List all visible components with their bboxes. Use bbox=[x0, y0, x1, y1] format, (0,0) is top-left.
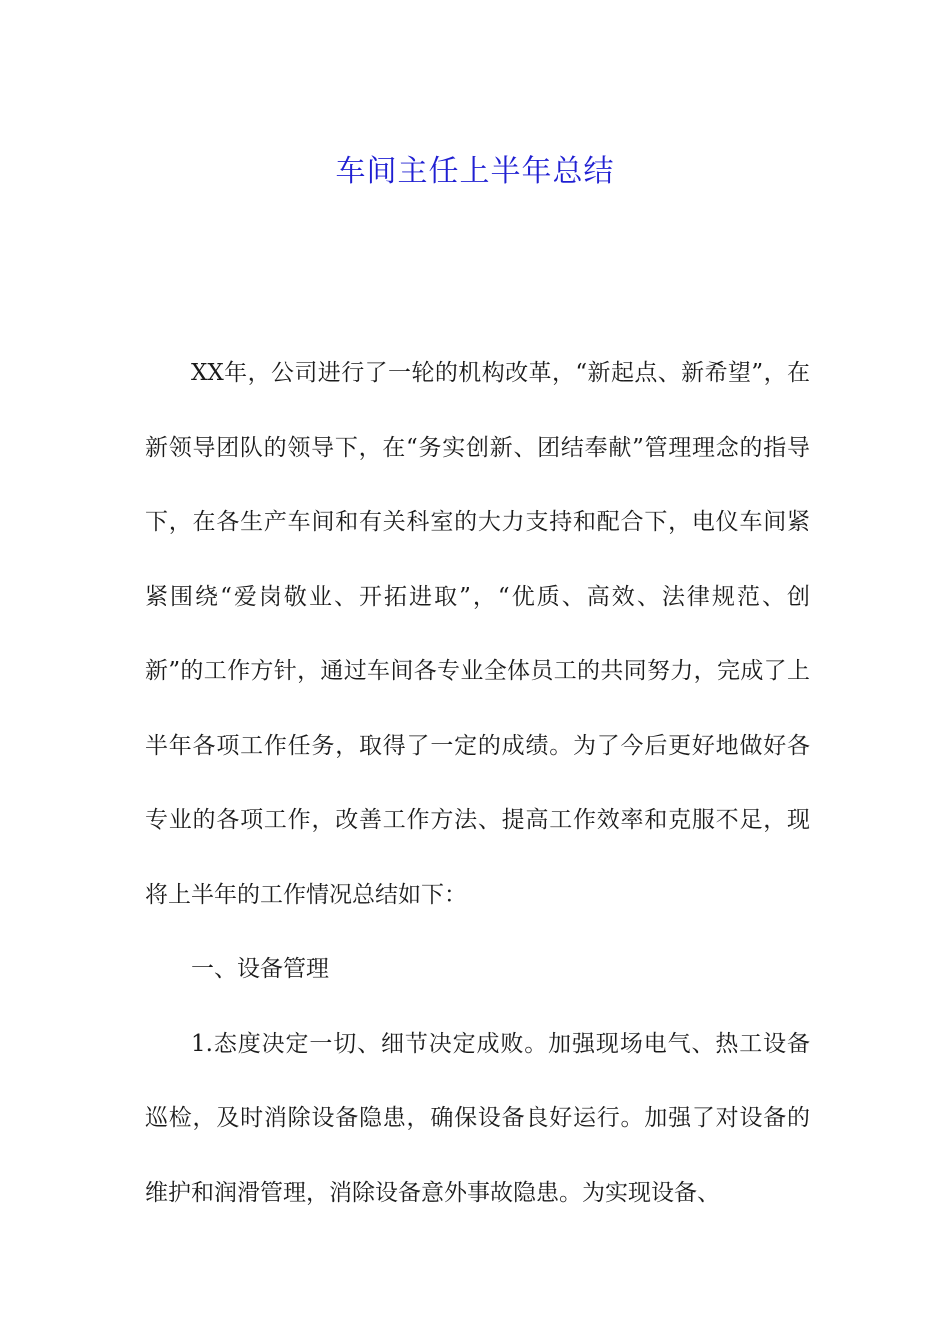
document-title: 车间主任上半年总结 bbox=[335, 154, 615, 190]
paragraph-item-1: 1.态度决定一切、细节决定成败。加强现场电气、热工设备巡检，及时消除设备隐患，确保设备良好运行。加强了对设备的维护和润滑管理，消除设备意外事故隐患。为实现设备、 bbox=[145, 1030, 810, 1206]
section-heading-equipment: 一、设备管理 bbox=[191, 956, 329, 982]
paragraph-intro: XX年，公司进行了一轮的机构改革，“新起点、新希望”，在新领导团队的领导下，在“务实创新、团结奉献”管理理念的指导下，在各生产车间和有关科室的大力支持和配合下，电仪车间紧紧围绕“爱岗敬业、开拓进取”，“优质、高效、法律规范、创新”的工作方针，通过车间各专业全体员工的共同努力，完成了上半年各项工作任务，取得了一定的成绩。为了今后更好地做好各专业的各项工作，改善工作方法、提高工作效率和克服不足，现将上半年的工作情况总结如下： bbox=[145, 360, 810, 908]
document-body bbox=[145, 336, 810, 1230]
